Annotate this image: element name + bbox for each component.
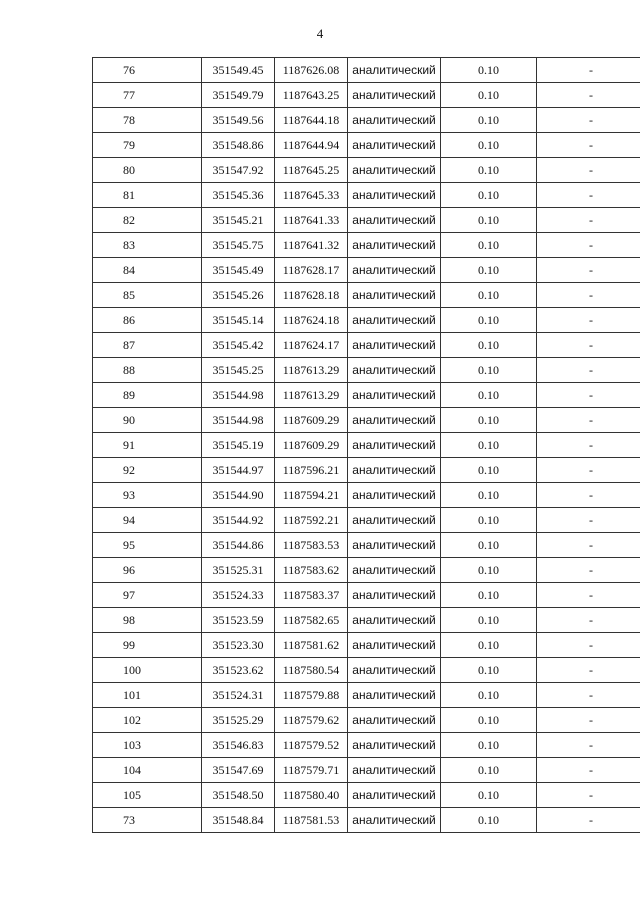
note-cell: - (537, 83, 640, 108)
x-coordinate-cell: 351523.62 (202, 658, 275, 683)
accuracy-cell: 0.10 (441, 408, 537, 433)
note-cell: - (537, 183, 640, 208)
point-number-cell: 76 (93, 58, 202, 83)
method-cell: аналитический (348, 233, 441, 258)
note-cell: - (537, 283, 640, 308)
method-cell: аналитический (348, 333, 441, 358)
table-row (93, 733, 640, 758)
y-coordinate-cell: 1187609.29 (275, 408, 348, 433)
x-coordinate-cell: 351544.92 (202, 508, 275, 533)
table-row (93, 608, 640, 633)
y-coordinate-cell: 1187641.33 (275, 208, 348, 233)
x-coordinate-cell: 351545.19 (202, 433, 275, 458)
x-coordinate-cell: 351549.45 (202, 58, 275, 83)
table-row (93, 183, 640, 208)
y-coordinate-cell: 1187626.08 (275, 58, 348, 83)
method-cell: аналитический (348, 633, 441, 658)
y-coordinate-cell: 1187579.62 (275, 708, 348, 733)
x-coordinate-cell: 351547.92 (202, 158, 275, 183)
method-cell: аналитический (348, 133, 441, 158)
y-coordinate-cell: 1187580.40 (275, 783, 348, 808)
table-row (93, 658, 640, 683)
point-number-cell: 95 (93, 533, 202, 558)
table-row (93, 308, 640, 333)
y-coordinate-cell: 1187644.18 (275, 108, 348, 133)
accuracy-cell: 0.10 (441, 83, 537, 108)
table-body (93, 58, 640, 833)
x-coordinate-cell: 351524.31 (202, 683, 275, 708)
table-row (93, 708, 640, 733)
page-number: 4 (316, 26, 324, 41)
x-coordinate-cell: 351545.49 (202, 258, 275, 283)
note-cell: - (537, 158, 640, 183)
point-number-cell: 97 (93, 583, 202, 608)
note-cell: - (537, 358, 640, 383)
method-cell: аналитический (348, 508, 441, 533)
note-cell: - (537, 58, 640, 83)
y-coordinate-cell: 1187579.52 (275, 733, 348, 758)
table-row (93, 808, 640, 833)
method-cell: аналитический (348, 783, 441, 808)
note-cell: - (537, 483, 640, 508)
accuracy-cell: 0.10 (441, 258, 537, 283)
y-coordinate-cell: 1187592.21 (275, 508, 348, 533)
point-number-cell: 83 (93, 233, 202, 258)
y-coordinate-cell: 1187596.21 (275, 458, 348, 483)
y-coordinate-cell: 1187582.65 (275, 608, 348, 633)
table-row (93, 158, 640, 183)
accuracy-cell: 0.10 (441, 708, 537, 733)
accuracy-cell: 0.10 (441, 608, 537, 633)
x-coordinate-cell: 351544.90 (202, 483, 275, 508)
table-row (93, 758, 640, 783)
note-cell: - (537, 708, 640, 733)
x-coordinate-cell: 351545.36 (202, 183, 275, 208)
accuracy-cell: 0.10 (441, 808, 537, 833)
x-coordinate-cell: 351544.86 (202, 533, 275, 558)
note-cell: - (537, 408, 640, 433)
method-cell: аналитический (348, 658, 441, 683)
y-coordinate-cell: 1187579.71 (275, 758, 348, 783)
note-cell: - (537, 608, 640, 633)
coordinates-table (92, 57, 640, 833)
accuracy-cell: 0.10 (441, 108, 537, 133)
note-cell: - (537, 383, 640, 408)
point-number-cell: 73 (93, 808, 202, 833)
method-cell: аналитический (348, 283, 441, 308)
note-cell: - (537, 458, 640, 483)
point-number-cell: 78 (93, 108, 202, 133)
accuracy-cell: 0.10 (441, 208, 537, 233)
point-number-cell: 103 (93, 733, 202, 758)
x-coordinate-cell: 351549.56 (202, 108, 275, 133)
method-cell: аналитический (348, 58, 441, 83)
method-cell: аналитический (348, 608, 441, 633)
x-coordinate-cell: 351548.50 (202, 783, 275, 808)
note-cell: - (537, 783, 640, 808)
y-coordinate-cell: 1187594.21 (275, 483, 348, 508)
point-number-cell: 100 (93, 658, 202, 683)
table-row (93, 433, 640, 458)
note-cell: - (537, 583, 640, 608)
method-cell: аналитический (348, 583, 441, 608)
point-number-cell: 92 (93, 458, 202, 483)
y-coordinate-cell: 1187624.17 (275, 333, 348, 358)
accuracy-cell: 0.10 (441, 133, 537, 158)
accuracy-cell: 0.10 (441, 458, 537, 483)
accuracy-cell: 0.10 (441, 683, 537, 708)
y-coordinate-cell: 1187628.17 (275, 258, 348, 283)
note-cell: - (537, 658, 640, 683)
method-cell: аналитический (348, 383, 441, 408)
method-cell: аналитический (348, 108, 441, 133)
table-row (93, 258, 640, 283)
table-row (93, 683, 640, 708)
method-cell: аналитический (348, 458, 441, 483)
x-coordinate-cell: 351525.29 (202, 708, 275, 733)
x-coordinate-cell: 351545.21 (202, 208, 275, 233)
y-coordinate-cell: 1187613.29 (275, 358, 348, 383)
accuracy-cell: 0.10 (441, 183, 537, 208)
accuracy-cell: 0.10 (441, 783, 537, 808)
method-cell: аналитический (348, 683, 441, 708)
method-cell: аналитический (348, 483, 441, 508)
method-cell: аналитический (348, 733, 441, 758)
accuracy-cell: 0.10 (441, 758, 537, 783)
y-coordinate-cell: 1187641.32 (275, 233, 348, 258)
x-coordinate-cell: 351548.84 (202, 808, 275, 833)
note-cell: - (537, 633, 640, 658)
table-row (93, 408, 640, 433)
accuracy-cell: 0.10 (441, 583, 537, 608)
table-row (93, 58, 640, 83)
point-number-cell: 96 (93, 558, 202, 583)
accuracy-cell: 0.10 (441, 533, 537, 558)
method-cell: аналитический (348, 183, 441, 208)
note-cell: - (537, 808, 640, 833)
note-cell: - (537, 433, 640, 458)
note-cell: - (537, 233, 640, 258)
x-coordinate-cell: 351545.75 (202, 233, 275, 258)
point-number-cell: 81 (93, 183, 202, 208)
x-coordinate-cell: 351545.14 (202, 308, 275, 333)
accuracy-cell: 0.10 (441, 58, 537, 83)
y-coordinate-cell: 1187644.94 (275, 133, 348, 158)
table-row (93, 83, 640, 108)
y-coordinate-cell: 1187609.29 (275, 433, 348, 458)
point-number-cell: 82 (93, 208, 202, 233)
y-coordinate-cell: 1187643.25 (275, 83, 348, 108)
point-number-cell: 101 (93, 683, 202, 708)
table-row (93, 508, 640, 533)
table-row (93, 633, 640, 658)
accuracy-cell: 0.10 (441, 733, 537, 758)
table-row (93, 283, 640, 308)
accuracy-cell: 0.10 (441, 283, 537, 308)
table-row (93, 233, 640, 258)
point-number-cell: 80 (93, 158, 202, 183)
x-coordinate-cell: 351548.86 (202, 133, 275, 158)
x-coordinate-cell: 351545.26 (202, 283, 275, 308)
x-coordinate-cell: 351546.83 (202, 733, 275, 758)
point-number-cell: 86 (93, 308, 202, 333)
y-coordinate-cell: 1187645.25 (275, 158, 348, 183)
point-number-cell: 90 (93, 408, 202, 433)
y-coordinate-cell: 1187583.37 (275, 583, 348, 608)
y-coordinate-cell: 1187580.54 (275, 658, 348, 683)
method-cell: аналитический (348, 533, 441, 558)
accuracy-cell: 0.10 (441, 433, 537, 458)
x-coordinate-cell: 351525.31 (202, 558, 275, 583)
x-coordinate-cell: 351549.79 (202, 83, 275, 108)
y-coordinate-cell: 1187645.33 (275, 183, 348, 208)
table-row (93, 383, 640, 408)
note-cell: - (537, 733, 640, 758)
accuracy-cell: 0.10 (441, 233, 537, 258)
note-cell: - (537, 258, 640, 283)
method-cell: аналитический (348, 83, 441, 108)
table-row (93, 533, 640, 558)
table-row (93, 483, 640, 508)
method-cell: аналитический (348, 358, 441, 383)
point-number-cell: 85 (93, 283, 202, 308)
y-coordinate-cell: 1187583.62 (275, 558, 348, 583)
table-row (93, 333, 640, 358)
point-number-cell: 94 (93, 508, 202, 533)
table-row (93, 108, 640, 133)
note-cell: - (537, 308, 640, 333)
table-row (93, 558, 640, 583)
y-coordinate-cell: 1187613.29 (275, 383, 348, 408)
point-number-cell: 88 (93, 358, 202, 383)
note-cell: - (537, 333, 640, 358)
point-number-cell: 93 (93, 483, 202, 508)
method-cell: аналитический (348, 258, 441, 283)
y-coordinate-cell: 1187579.88 (275, 683, 348, 708)
note-cell: - (537, 683, 640, 708)
x-coordinate-cell: 351544.98 (202, 408, 275, 433)
method-cell: аналитический (348, 808, 441, 833)
y-coordinate-cell: 1187624.18 (275, 308, 348, 333)
table-row (93, 208, 640, 233)
table-row (93, 358, 640, 383)
accuracy-cell: 0.10 (441, 333, 537, 358)
accuracy-cell: 0.10 (441, 383, 537, 408)
accuracy-cell: 0.10 (441, 558, 537, 583)
method-cell: аналитический (348, 558, 441, 583)
y-coordinate-cell: 1187583.53 (275, 533, 348, 558)
note-cell: - (537, 108, 640, 133)
y-coordinate-cell: 1187628.18 (275, 283, 348, 308)
accuracy-cell: 0.10 (441, 658, 537, 683)
method-cell: аналитический (348, 158, 441, 183)
y-coordinate-cell: 1187581.53 (275, 808, 348, 833)
note-cell: - (537, 508, 640, 533)
point-number-cell: 89 (93, 383, 202, 408)
point-number-cell: 77 (93, 83, 202, 108)
x-coordinate-cell: 351523.30 (202, 633, 275, 658)
table-row (93, 458, 640, 483)
table-row (93, 783, 640, 808)
x-coordinate-cell: 351523.59 (202, 608, 275, 633)
method-cell: аналитический (348, 708, 441, 733)
accuracy-cell: 0.10 (441, 158, 537, 183)
accuracy-cell: 0.10 (441, 308, 537, 333)
table-row (93, 583, 640, 608)
x-coordinate-cell: 351547.69 (202, 758, 275, 783)
method-cell: аналитический (348, 758, 441, 783)
y-coordinate-cell: 1187581.62 (275, 633, 348, 658)
x-coordinate-cell: 351545.25 (202, 358, 275, 383)
point-number-cell: 98 (93, 608, 202, 633)
accuracy-cell: 0.10 (441, 358, 537, 383)
table-row (93, 133, 640, 158)
point-number-cell: 99 (93, 633, 202, 658)
note-cell: - (537, 558, 640, 583)
point-number-cell: 91 (93, 433, 202, 458)
accuracy-cell: 0.10 (441, 633, 537, 658)
note-cell: - (537, 533, 640, 558)
x-coordinate-cell: 351545.42 (202, 333, 275, 358)
point-number-cell: 87 (93, 333, 202, 358)
note-cell: - (537, 208, 640, 233)
accuracy-cell: 0.10 (441, 483, 537, 508)
x-coordinate-cell: 351544.97 (202, 458, 275, 483)
point-number-cell: 84 (93, 258, 202, 283)
point-number-cell: 105 (93, 783, 202, 808)
point-number-cell: 104 (93, 758, 202, 783)
method-cell: аналитический (348, 408, 441, 433)
note-cell: - (537, 758, 640, 783)
point-number-cell: 102 (93, 708, 202, 733)
accuracy-cell: 0.10 (441, 508, 537, 533)
point-number-cell: 79 (93, 133, 202, 158)
method-cell: аналитический (348, 433, 441, 458)
method-cell: аналитический (348, 308, 441, 333)
note-cell: - (537, 133, 640, 158)
method-cell: аналитический (348, 208, 441, 233)
x-coordinate-cell: 351544.98 (202, 383, 275, 408)
x-coordinate-cell: 351524.33 (202, 583, 275, 608)
